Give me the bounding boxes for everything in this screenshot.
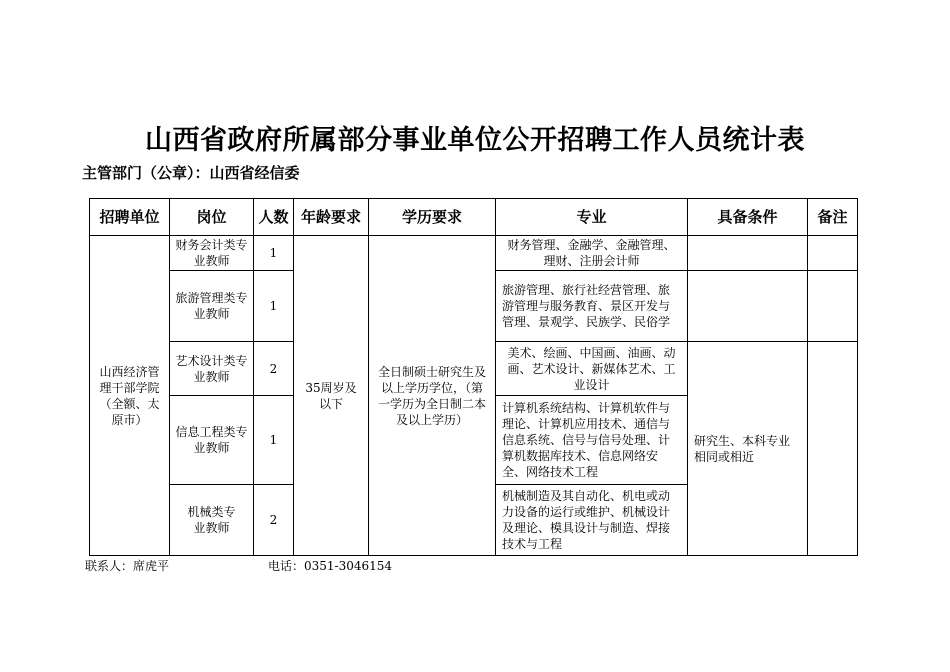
post-cell: 艺术设计类专业教师 xyxy=(170,342,254,396)
education-cell: 全日制硕士研究生及以上学历学位，（第一学历为全日制二本及以上学历） xyxy=(369,236,496,556)
post-cell: 机械类专业教师 xyxy=(170,485,254,556)
major-cell: 机械制造及其自动化、机电或动力设备的运行或维护、机械设计及理论、模具设计与制造、焊接技术与工程 xyxy=(496,485,688,556)
header-post: 岗位 xyxy=(170,199,254,236)
contact-phone: 电话：0351-3046154 xyxy=(268,559,393,573)
remark-cell xyxy=(808,236,858,271)
condition-cell xyxy=(688,271,808,342)
department-line: 主管部门（公章）：山西省经信委 xyxy=(82,164,300,182)
header-age: 年龄要求 xyxy=(294,199,369,236)
major-cell: 旅游管理、旅行社经营管理、旅游管理与服务教育、景区开发与管理、景观学、民族学、民俗学 xyxy=(496,271,688,342)
header-remark: 备注 xyxy=(808,199,858,236)
header-unit: 招聘单位 xyxy=(90,199,170,236)
table-row xyxy=(90,236,858,271)
count-cell: 1 xyxy=(254,236,294,271)
major-cell: 财务管理、金融学、金融管理、理财、注册会计师 xyxy=(496,236,688,271)
document-title: 山西省政府所属部分事业单位公开招聘工作人员统计表 xyxy=(145,125,805,156)
major-cell: 美术、绘画、中国画、油画、动画、艺术设计、新媒体艺术、工业设计 xyxy=(496,342,688,396)
count-cell: 1 xyxy=(254,396,294,485)
remark-cell xyxy=(808,342,858,556)
post-cell: 财务会计类专业教师 xyxy=(170,236,254,271)
count-cell: 1 xyxy=(254,271,294,342)
unit-cell: 山西经济管理干部学院（全额、太原市） xyxy=(90,236,170,556)
table-header-row xyxy=(90,199,858,236)
major-cell: 计算机系统结构、计算机软件与理论、计算机应用技术、通信与信息系统、信号与信号处理、计算机数据库技术、信息网络安全、网络技术工程 xyxy=(496,396,688,485)
header-count: 人数 xyxy=(254,199,294,236)
header-major: 专业 xyxy=(496,199,688,236)
header-condition: 具备条件 xyxy=(688,199,808,236)
remark-cell xyxy=(808,271,858,342)
condition-cell: 研究生、本科专业相同或相近 xyxy=(688,342,808,556)
post-cell: 信息工程类专业教师 xyxy=(170,396,254,485)
condition-cell xyxy=(688,236,808,271)
age-cell: 35周岁及以下 xyxy=(294,236,369,556)
recruitment-table xyxy=(89,198,858,556)
count-cell: 2 xyxy=(254,485,294,556)
count-cell: 2 xyxy=(254,342,294,396)
post-cell: 旅游管理类专业教师 xyxy=(170,271,254,342)
header-education: 学历要求 xyxy=(369,199,496,236)
contact-person: 联系人：席虎平 xyxy=(85,559,170,573)
